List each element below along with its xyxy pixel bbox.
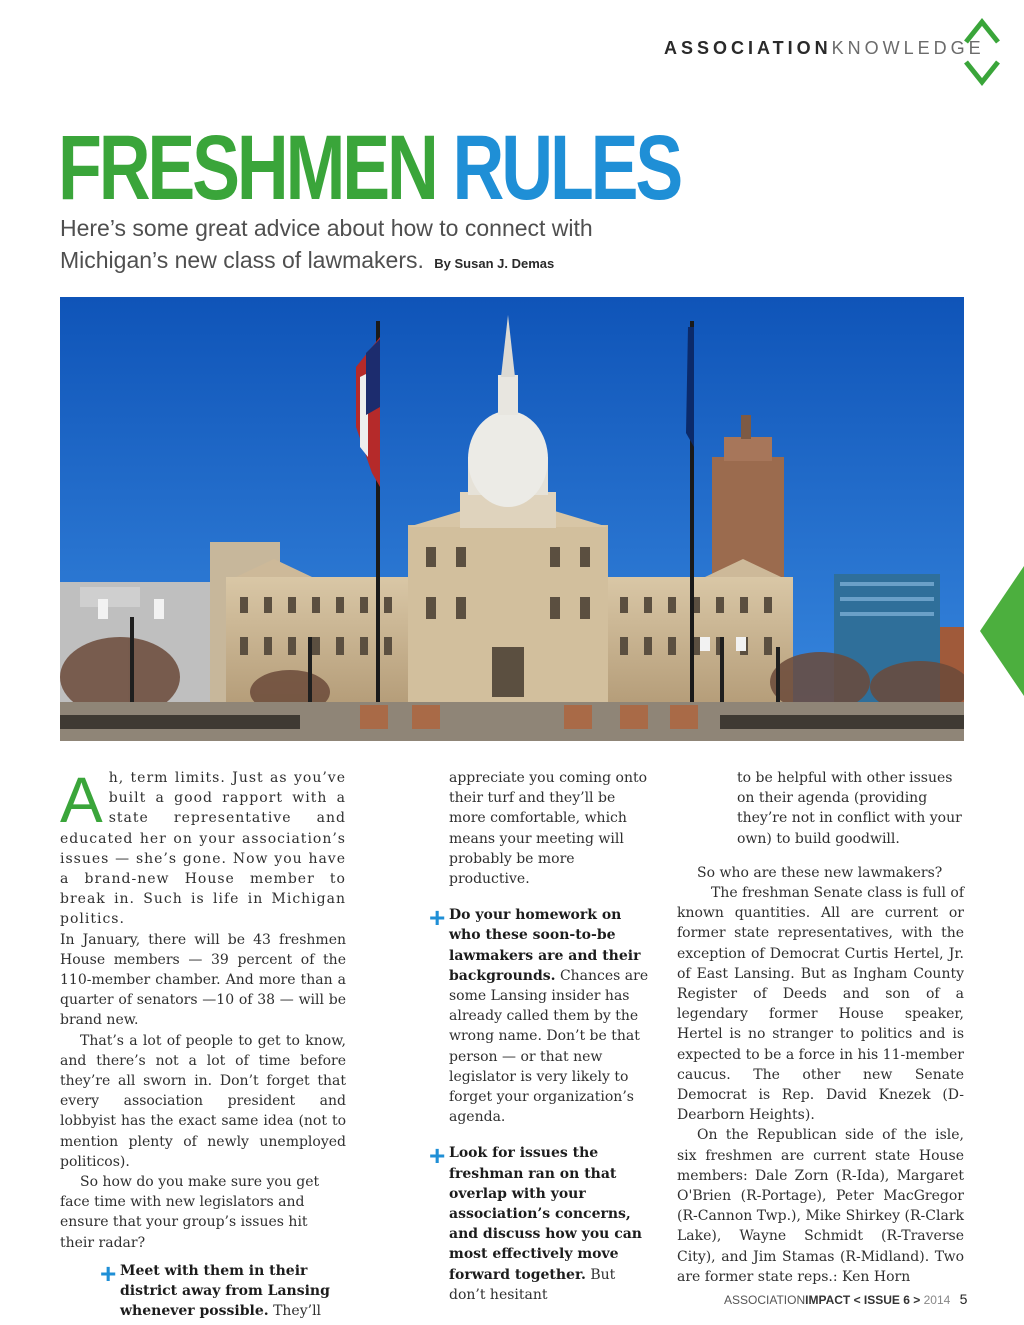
footer-year: 2014 bbox=[923, 1293, 951, 1307]
section-label-strong: ASSOCIATION bbox=[664, 38, 832, 58]
article-column-3 bbox=[677, 768, 964, 1287]
article-subtitle bbox=[60, 212, 660, 280]
chevron-logo-icon bbox=[962, 16, 1002, 88]
section-label-light: KNOWLEDGE bbox=[831, 38, 985, 58]
paragraph: appreciate you coming onto their turf and they’ll be more comfortable, which means your meeting will probably be more productive. bbox=[449, 770, 648, 888]
paragraph: On the Republican side of the isle, six freshmen are current state House members: Dale Zorn (R-Ida), Margaret O'Brien (R-Portage), Peter MacGregor (R-Cannon Twp.), Mike Shirkey (R-Clark Lake), Wayne Schmidt (R-Traverse City), and Jim Stamas (R-Midland). Two are former state reps.: Ken Horn bbox=[677, 1127, 964, 1285]
tip-heading: Meet with them in their district away from Lansing whenever possible. bbox=[120, 1262, 330, 1320]
paragraph: In January, there will be 43 freshmen House members — 39 percent of the 110-member chamber. And more than a quarter of senators —10 of 38 — will be brand new. bbox=[60, 931, 346, 1029]
tip-look-for-issues bbox=[429, 1140, 655, 1305]
page-edge-tab-icon bbox=[980, 566, 1024, 696]
paragraph: to be helpful with other issues on their agenda (providing they’re not in conflict with your own) to build goodwill. bbox=[737, 770, 962, 847]
page-footer bbox=[724, 1291, 967, 1307]
paragraph: So who are these new lawmakers? bbox=[697, 864, 943, 881]
tip-heading: Do your homework on who these soon-to-be lawmakers are and their backgrounds. bbox=[449, 907, 641, 984]
plus-bullet-icon: + bbox=[429, 1140, 446, 1172]
byline: By Susan J. Demas bbox=[434, 256, 555, 271]
article-title bbox=[58, 118, 680, 218]
paragraph: h, term limits. Just as you’ve built a good rapport with a state representative and educated her on your association’s issues — she’s gone. Now you have a brand-new House member to break in. Such is life in Michigan politics. bbox=[60, 770, 346, 928]
tip-text: They’ll bbox=[273, 1303, 322, 1320]
tip-heading: Look for issues the freshman ran on that overlap with your association’s concerns, and discuss how you can most effectively move forward together. bbox=[449, 1145, 642, 1283]
title-part-blue: RULES bbox=[452, 117, 681, 219]
footer-publication-b: IMPACT < ISSUE 6 > bbox=[805, 1293, 921, 1307]
capitol-building-photo bbox=[60, 297, 964, 741]
paragraph: The freshman Senate class is full of known quantities. All are current or former state representatives, with the exception of Democrat Curtis Hertel, Jr. of East Lansing. But as Ingham County Register of Deeds and son of a legendary former House speaker, Hertel is no stranger to politics and is expected to be a force in his 11-member caucus. The other new Senate Democrat is Rep. David Knezek (D-Dearborn Heights). bbox=[677, 885, 964, 1124]
tip-text: Chances are some Lansing insider has already called them by the wrong name. Don’t be that person — or that new legislator is very likely to forget your organization’s agenda. bbox=[449, 967, 649, 1126]
tip-text: But don’t hesitant bbox=[449, 1266, 616, 1303]
plus-bullet-icon: + bbox=[429, 902, 446, 934]
plus-bullet-icon: + bbox=[100, 1257, 117, 1289]
publication-section-label bbox=[664, 38, 985, 59]
tip-meet-in-district bbox=[100, 1257, 346, 1322]
article-column-1 bbox=[60, 764, 346, 1321]
article-column-2 bbox=[429, 768, 655, 1305]
title-part-green: FRESHMEN bbox=[58, 117, 436, 219]
paragraph: So how do you make sure you get face time with new legislators and ensure that your group’s issues hit their radar? bbox=[60, 1174, 320, 1251]
footer-publication-a: ASSOCIATION bbox=[724, 1293, 806, 1307]
paragraph: That’s a lot of people to get to know, and there’s not a lot of time before they’re all sworn in. Don’t forget that every association president and lobbyist has the exact same idea (not to mention plenty of newly unemployed politicos). bbox=[60, 1032, 346, 1170]
page-number: 5 bbox=[959, 1291, 968, 1307]
subtitle-text: Here’s some great advice about how to connect with Michigan’s new class of lawmakers. bbox=[60, 215, 593, 273]
drop-cap: A bbox=[60, 764, 103, 836]
tip-do-homework bbox=[429, 902, 655, 1127]
